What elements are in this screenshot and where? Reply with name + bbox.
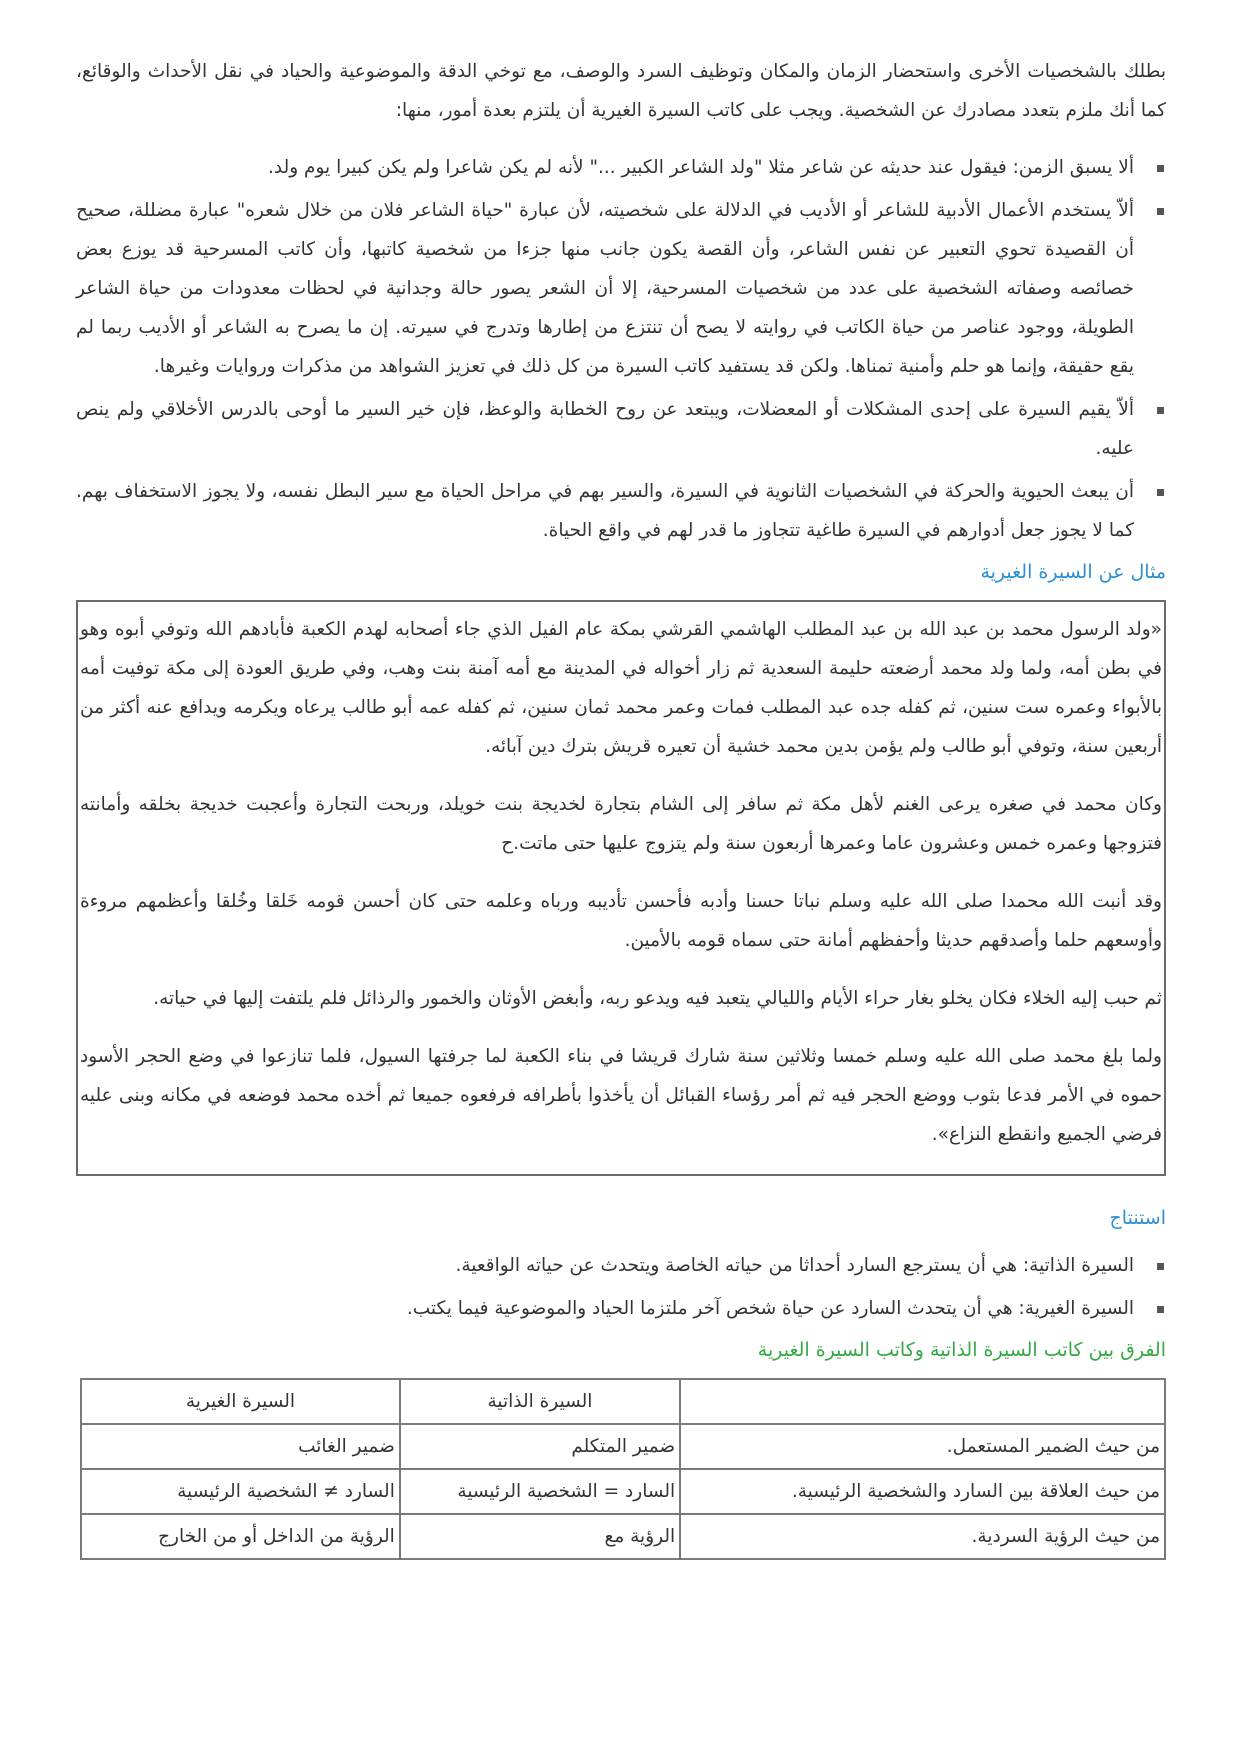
list-item — [76, 390, 1166, 468]
table-header-cell: السيرة الذاتية — [400, 1379, 680, 1424]
rule-text: ألا يسبق الزمن: فيقول عند حديثه عن شاعر مثلا "ولد الشاعر الكبير ..." لأنه لم يكن شاعرا ولم يكن كبيرا يوم ولد. — [268, 157, 1134, 178]
table-cell: ضمير الغائب — [81, 1424, 400, 1469]
list-item — [76, 1246, 1166, 1285]
list-item — [76, 472, 1166, 550]
example-quote-box — [76, 600, 1166, 1176]
table-cell: الرؤية مع — [400, 1514, 680, 1559]
square-bullet-icon — [1157, 165, 1164, 172]
table-header-row — [81, 1379, 1165, 1424]
conclusion-text: السيرة الغيرية: هي أن يتحدث السارد عن حياة شخص آخر ملتزما الحياد والموضوعية فيما يكتب. — [406, 1298, 1134, 1319]
rule-text: ألاّ يقيم السيرة على إحدى المشكلات أو المعضلات، ويبتعد عن روح الخطابة والوعظ، فإن خير السير ما أوحى بالدرس الأخلاقي ولم ينص عليه. — [76, 399, 1134, 459]
list-item — [76, 148, 1166, 187]
example-heading: مثال عن السيرة الغيرية — [980, 561, 1166, 583]
conclusion-heading: استنتاج — [1109, 1207, 1166, 1229]
document-page — [76, 52, 1166, 1560]
table-cell: السارد ≠ الشخصية الرئيسية — [81, 1469, 400, 1514]
table-cell: من حيث الضمير المستعمل. — [680, 1424, 1165, 1469]
table-cell: السارد = الشخصية الرئيسية — [400, 1469, 680, 1514]
table-cell: من حيث الرؤية السردية. — [680, 1514, 1165, 1559]
table-cell: ضمير المتكلم — [400, 1424, 680, 1469]
table-row — [81, 1424, 1165, 1469]
table-row — [81, 1469, 1165, 1514]
square-bullet-icon — [1157, 407, 1164, 414]
conclusion-list — [76, 1246, 1166, 1328]
square-bullet-icon — [1157, 208, 1164, 215]
table-row — [81, 1514, 1165, 1559]
intro-paragraph: بطلك بالشخصيات الأخرى واستحضار الزمان والمكان وتوظيف السرد والوصف، مع توخي الدقة والموضوعية والحياد في نقل الأحداث والوقائع، كما أنك ملزم بتعدد مصادرك عن الشخصية. ويجب على كاتب السيرة الغيرية أن يلتزم بعدة أمور، منها: — [76, 61, 1166, 121]
rule-text: ألاّ يستخدم الأعمال الأدبية للشاعر أو الأديب في الدلالة على شخصيته، لأن عبارة "حياة الشاعر فلان من خلال شعره" عبارة مضللة، صحيح أن القصيدة تحوي التعبير عن نفس الشاعر، وأن القصة يكون جانب منها جزءا من شخصية كاتبها، وأن كاتب المسرحية قد يوزع بعض خصائصه وصفاته الشخصية على عدد من شخصيات المسرحية، إلا أن الشعر يصور حالة وجدانية في لحظات معدودات من حياة الشاعر الطويلة، ووجود عناصر من حياة الكاتب في روايته لا يصح أن تنتزع من إطارها وتدرج في سيرته. إن ما يصرح به الشاعر أو الأديب ربما لم يقع حقيقة، وإنما هو حلم وأمنية تمناها. ولكن قد يستفيد كاتب السيرة من كل ذلك في تعزيز الشواهد من مذكرات وروايات وغيرها. — [76, 200, 1134, 377]
example-paragraph: ثم حبب إليه الخلاء فكان يخلو بغار حراء الأيام والليالي يتعبد فيه ويدعو ربه، وأبغض الأوثان والخمور والرذائل فلم يلتفت إليها في حياته. — [153, 988, 1162, 1009]
table-header-cell: السيرة الغيرية — [81, 1379, 400, 1424]
rule-text: أن يبعث الحيوية والحركة في الشخصيات الثانوية في السيرة، والسير بهم في مراحل الحياة مع سير البطل نفسه، ولا يجوز الاستخفاف بهم. كما لا يجوز جعل أدوارهم في السيرة طاغية تتجاوز ما قدر لهم في واقع الحياة. — [76, 481, 1134, 541]
table-cell: من حيث العلاقة بين السارد والشخصية الرئيسية. — [680, 1469, 1165, 1514]
square-bullet-icon — [1157, 1263, 1164, 1270]
example-paragraph: «ولد الرسول محمد بن عبد الله بن عبد المطلب الهاشمي القرشي بمكة عام الفيل الذي جاء أصحابه لهدم الكعبة فأبادهم الله وتوفي أبوه وهو في بطن أمه، ولما ولد محمد أرضعته حليمة السعدية ثم زار أخواله في المدينة مع أمه آمنة بنت وهب، وفي طريق العودة إلى مكة توفيت أمه بالأبواء وعمره ست سنين، ثم كفله جده عبد المطلب فمات وعمر محمد ثمان سنين، ثم كفله عمه أبو طالب يرعاه ويكرمه ويدافع عنه أكثر من أربعين سنة، وتوفي أبو طالب ولم يؤمن بدين محمد خشية أن تعيره قريش بترك دين آبائه. — [80, 619, 1162, 757]
comparison-table — [80, 1378, 1166, 1560]
difference-heading: الفرق بين كاتب السيرة الذاتية وكاتب السيرة الغيرية — [757, 1339, 1166, 1361]
list-item — [76, 191, 1166, 386]
example-paragraph: وقد أنبت الله محمدا صلى الله عليه وسلم نباتا حسنا وأدبه فأحسن تأديبه ورباه وعلمه حتى كان أحسن قومه خَلقا وخُلقا وأعظمهم مروءة وأوسعهم حلما وأصدقهم حديثا وأحفظهم أمانة حتى سماه قومه بالأمين. — [80, 891, 1162, 951]
conclusion-text: السيرة الذاتية: هي أن يسترجع السارد أحداثا من حياته الخاصة ويتحدث عن حياته الواقعية. — [455, 1255, 1134, 1276]
square-bullet-icon — [1157, 1306, 1164, 1313]
square-bullet-icon — [1157, 489, 1164, 496]
example-paragraph: وكان محمد في صغره يرعى الغنم لأهل مكة ثم سافر إلى الشام بتجارة لخديجة بنت خويلد، وربحت التجارة وأعجبت خديجة بخلقه وأمانته فتزوجها وعمره خمس وعشرون عاما وعمرها أربعون سنة ولم يتزوج عليها حتى ماتت.ح — [80, 794, 1162, 854]
list-item — [76, 1289, 1166, 1328]
table-header-cell — [680, 1379, 1165, 1424]
table-cell: الرؤية من الداخل أو من الخارج — [81, 1514, 400, 1559]
rules-list — [76, 148, 1166, 550]
example-paragraph: ولما بلغ محمد صلى الله عليه وسلم خمسا وثلاثين سنة شارك قريشا في بناء الكعبة لما جرفتها السيول، فلما تنازعوا في وضع الحجر الأسود حموه في الأمر فدعا بثوب ووضع الحجر فيه ثم أمر رؤساء القبائل أن يأخذوا بأطرافه فرفعوه جميعا ثم أخده محمد فوضعه في مكانه وبنى عليه فرضي الجميع وانقطع النزاع». — [80, 1046, 1162, 1145]
